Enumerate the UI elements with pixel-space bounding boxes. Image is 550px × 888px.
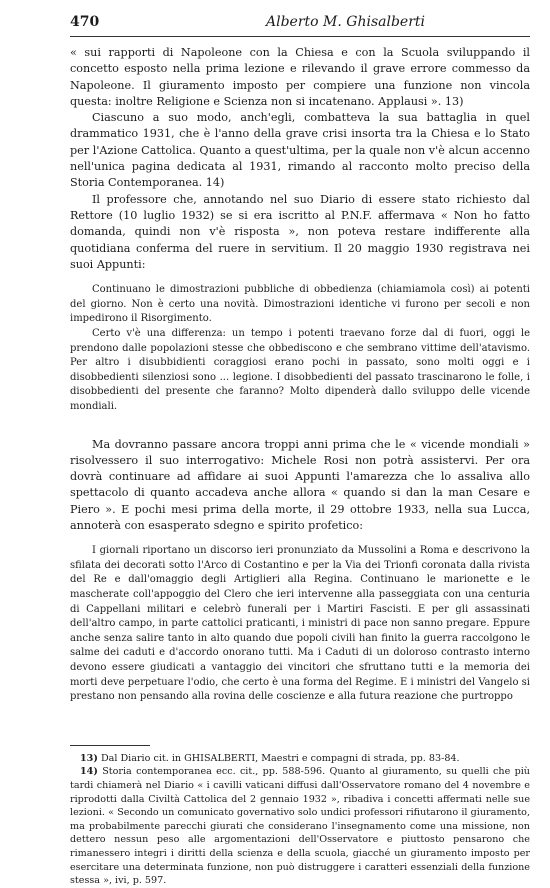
block-quote-1933 xyxy=(70,544,530,705)
footnote-separator xyxy=(70,745,150,746)
footnote-ref: 14) xyxy=(80,766,98,778)
footnotes xyxy=(70,752,530,888)
footnote xyxy=(70,752,530,766)
header-rule xyxy=(70,36,530,37)
paragraph: Ma dovranno passare ancora troppi anni prima che le « vicende mondiali » risolvessero il suo interrogativo: Michele Rosi non potrà assistervi. Per ora dovrà continuare ad affidare ai suoi Appunti l'amarezza che lo assaliva allo spettacolo di quanto accadeva anche allora « quando si dan la man Cesare e Piero ». E pochi mesi prima della morte, il 29 ottobre 1933, nella sua Lucca, annoterà con esasperato sdegno e spirito profetico: xyxy=(70,437,530,532)
footnote-ref: 13) xyxy=(80,752,98,764)
body-text-top xyxy=(70,45,530,273)
footnote-text: Storia contemporanea ecc. cit., pp. 588-596. Quanto al giuramento, su quelli che più tardi chiamerà nel Diario « i cavilli vaticani diffusi dall'Osservatore romano del 4 novembre e riprodotti dalla Civiltà Cattolica del 2 gennaio 1932 », ribadiva i concetti affermati nelle sue lezioni. « Secondo un comunicato governativo solo undici professori rifiutarono il giuramento, ma probabilmente parecchi giurati che considerano l'insegnamento come una missione, non dettero nessun peso alle argomentazioni dell'Osservatore e piuttosto pensarono che rimanessero integri i diritti della scienza e della scuola, giacché un giuramento imposto per esercitare una determinata funzione, non può distruggere i caratteri essenziali della funzione stessa », ivi, p. 597. xyxy=(70,766,530,887)
footnote xyxy=(70,765,530,887)
paragraph: Ciascuno a suo modo, anch'egli, combatteva la sua battaglia in quel drammatico 1931, che è l'anno della grave crisi insorta tra la Chiesa e lo Stato per l'Azione Cattolica. Quanto a quest'ultima, per la quale non v'è alcun accenno nell'unica pagina dedicata al 1931, rimando al racconto molto preciso della Storia Contemporanea. 14) xyxy=(70,111,530,190)
paragraph: Il professore che, annotando nel suo Diario di essere stato richiesto dal Rettore (10 luglio 1932) se si era iscritto al P.N.F. affermava « Non ho fatto domanda, quindi non v'è risposta », non poteva restare indifferente alla quotidiana conferma del ruere in servitium. Il 20 maggio 1930 registrava nei suoi Appunti: xyxy=(70,192,530,271)
body-text-mid xyxy=(70,437,530,535)
quote-paragraph: I giornali riportano un discorso ieri pronunziato da Mussolini a Roma e descrivono la sfilata dei decorati sotto l'Arco di Costantino e per la Via dei Trionfi coronata dalla rivista del Re e dall'omaggio degli Artiglieri alla Regina. Continuano le marionette e le mascherate coll'appoggio del Clero che ieri intervenne alla passeggiata con una centuria di Cappellani militari e celebrò funerali per i Martiri Fascisti. E per gli assassinati dell'altro campo, in parte cattolici praticanti, i ministri di pace non sanno pregare. Eppure anche senza salire tanto in alto quando due popoli civili han finito la guerra raccolgono le salme dei caduti e d'accordo onorano tutti. Ma i Caduti di un doloroso contrasto interno devono essere giudicati a vantaggio dei vincitori che sfruttano tutti e la memoria dei morti deve perpetuare l'odio, che certo è una forma del Regime. E i ministri del Vangelo si prestano non pensando alla rovina delle coscienze e alla futura reazione che purtroppo xyxy=(70,545,530,703)
page-header xyxy=(70,14,530,34)
document-page xyxy=(70,14,530,888)
footnote-text: Dal Diario cit. in GHISALBERTI, Maestri e compagni di strada, pp. 83-84. xyxy=(100,752,460,764)
paragraph: « sui rapporti di Napoleone con la Chiesa e con la Scuola sviluppando il concetto esposto nella prima lezione e rilevando il grave errore commesso da Napoleone. Il giuramento imposto per compiere una funzione non vincola questa: inoltre Religione e Scienza non si incatenano. Applausi ». 13) xyxy=(70,46,530,108)
quote-paragraph: Continuano le dimostrazioni pubbliche di obbedienza (chiamiamola così) ai potenti del giorno. Non è certo una novità. Dimostrazioni identiche vi furono per secoli e non impedirono il Risorgimento. xyxy=(70,284,530,325)
running-title: Alberto M. Ghisalberti xyxy=(266,14,425,30)
quote-paragraph: Certo v'è una differenza: un tempo i potenti traevano forze dal di fuori, oggi le prendono dalle popolazioni stesse che obbediscono e che sembrano vittime dell'atavismo. Per altro i disubbidienti coraggiosi erano pochi in passato, sono molti oggi e i disobbedienti silenziosi sono ... legione. I disobbedienti del passato trascinarono le folle, i disobbedienti del presente che faranno? Molto dipenderà dallo sviluppo delle vicende mondiali. xyxy=(70,327,530,412)
page-number: 470 xyxy=(70,14,100,30)
block-quote-appunti xyxy=(70,283,530,414)
